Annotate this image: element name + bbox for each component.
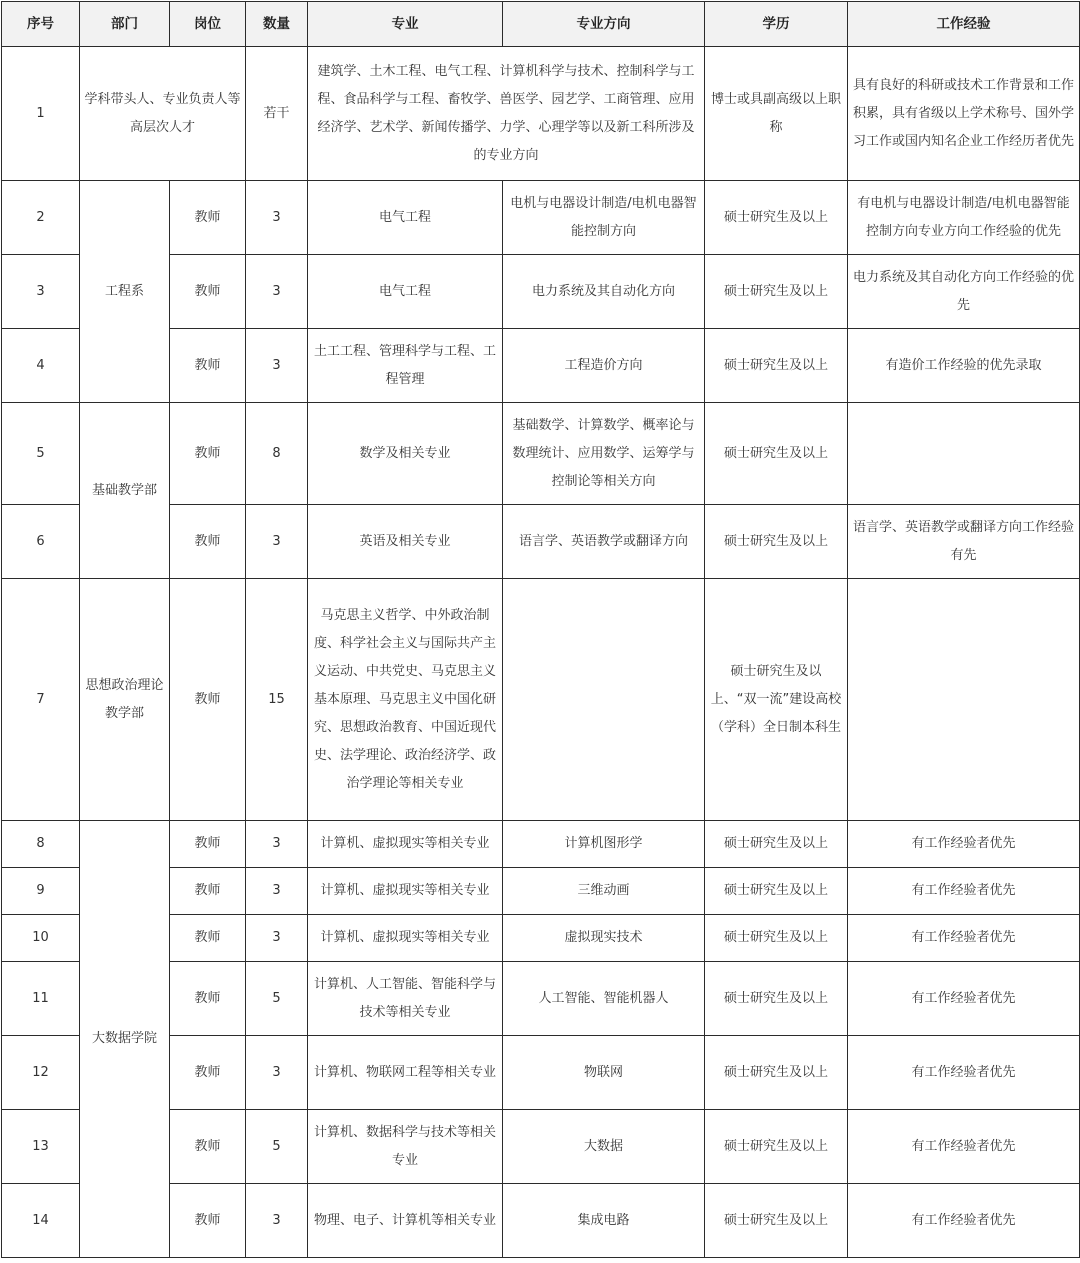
cell-count: 3 <box>246 1184 308 1258</box>
cell-edu: 硕士研究生及以上 <box>705 505 848 579</box>
cell-direction: 虚拟现实技术 <box>503 915 705 962</box>
cell-major: 建筑学、土木工程、电气工程、计算机科学与技术、控制科学与工程、食品科学与工程、畜牧学、兽医学、园艺学、工商管理、应用经济学、艺术学、新闻传播学、力学、心理学等以及新工科所涉及的专业方向 <box>308 47 705 181</box>
cell-major: 马克思主义哲学、中外政治制度、科学社会主义与国际共产主义运动、中共党史、马克思主义基本原理、马克思主义中国化研究、思想政治教育、中国近现代史、法学理论、政治经济学、政治学理论等相关专业 <box>308 579 503 821</box>
cell-dept: 工程系 <box>80 181 170 403</box>
cell-exp <box>848 579 1080 821</box>
cell-edu: 硕士研究生及以上、“双一流”建设高校（学科）全日制本科生 <box>705 579 848 821</box>
cell-edu: 硕士研究生及以上 <box>705 329 848 403</box>
cell-no: 9 <box>2 868 80 915</box>
cell-no: 1 <box>2 47 80 181</box>
table-row <box>2 821 1080 868</box>
cell-no: 13 <box>2 1110 80 1184</box>
cell-post: 教师 <box>170 329 246 403</box>
cell-count: 5 <box>246 1110 308 1184</box>
cell-exp: 有造价工作经验的优先录取 <box>848 329 1080 403</box>
cell-post: 教师 <box>170 579 246 821</box>
cell-exp <box>848 403 1080 505</box>
cell-post: 教师 <box>170 505 246 579</box>
cell-major: 计算机、数据科学与技术等相关专业 <box>308 1110 503 1184</box>
cell-direction: 大数据 <box>503 1110 705 1184</box>
header-row <box>2 2 1080 47</box>
cell-exp: 有工作经验者优先 <box>848 1184 1080 1258</box>
cell-major: 电气工程 <box>308 255 503 329</box>
cell-dept: 大数据学院 <box>80 821 170 1258</box>
cell-post: 教师 <box>170 255 246 329</box>
cell-edu: 硕士研究生及以上 <box>705 915 848 962</box>
header-post: 岗位 <box>170 2 246 47</box>
table-row <box>2 47 1080 181</box>
table-row <box>2 579 1080 821</box>
cell-exp: 有工作经验者优先 <box>848 821 1080 868</box>
cell-no: 12 <box>2 1036 80 1110</box>
cell-direction: 电力系统及其自动化方向 <box>503 255 705 329</box>
cell-major: 英语及相关专业 <box>308 505 503 579</box>
cell-no: 14 <box>2 1184 80 1258</box>
cell-exp: 具有良好的科研或技术工作背景和工作积累，具有省级以上学术称号、国外学习工作或国内知名企业工作经历者优先 <box>848 47 1080 181</box>
cell-major: 计算机、虚拟现实等相关专业 <box>308 915 503 962</box>
cell-count: 8 <box>246 403 308 505</box>
cell-edu: 硕士研究生及以上 <box>705 868 848 915</box>
cell-count: 3 <box>246 181 308 255</box>
cell-no: 8 <box>2 821 80 868</box>
cell-exp: 有工作经验者优先 <box>848 868 1080 915</box>
table-row <box>2 403 1080 505</box>
cell-count: 若干 <box>246 47 308 181</box>
cell-post: 教师 <box>170 1110 246 1184</box>
header-dept: 部门 <box>80 2 170 47</box>
cell-major: 计算机、物联网工程等相关专业 <box>308 1036 503 1110</box>
cell-no: 10 <box>2 915 80 962</box>
cell-direction: 工程造价方向 <box>503 329 705 403</box>
cell-direction: 三维动画 <box>503 868 705 915</box>
cell-exp: 有工作经验者优先 <box>848 915 1080 962</box>
cell-post: 教师 <box>170 915 246 962</box>
cell-count: 3 <box>246 329 308 403</box>
recruitment-table <box>1 1 1080 1258</box>
cell-direction: 电机与电器设计制造/电机电器智能控制方向 <box>503 181 705 255</box>
cell-no: 4 <box>2 329 80 403</box>
header-no: 序号 <box>2 2 80 47</box>
cell-edu: 硕士研究生及以上 <box>705 962 848 1036</box>
table-row <box>2 181 1080 255</box>
cell-no: 11 <box>2 962 80 1036</box>
cell-post: 教师 <box>170 403 246 505</box>
cell-post: 教师 <box>170 181 246 255</box>
cell-no: 6 <box>2 505 80 579</box>
cell-edu: 硕士研究生及以上 <box>705 181 848 255</box>
cell-direction: 基础数学、计算数学、概率论与数理统计、应用数学、运筹学与控制论等相关方向 <box>503 403 705 505</box>
cell-dept: 基础教学部 <box>80 403 170 579</box>
cell-post: 教师 <box>170 821 246 868</box>
cell-major: 数学及相关专业 <box>308 403 503 505</box>
cell-count: 3 <box>246 868 308 915</box>
cell-major: 物理、电子、计算机等相关专业 <box>308 1184 503 1258</box>
cell-exp: 电力系统及其自动化方向工作经验的优先 <box>848 255 1080 329</box>
cell-no: 5 <box>2 403 80 505</box>
cell-count: 3 <box>246 505 308 579</box>
cell-exp: 有工作经验者优先 <box>848 1110 1080 1184</box>
cell-edu: 博士或具副高级以上职称 <box>705 47 848 181</box>
cell-major: 计算机、人工智能、智能科学与技术等相关专业 <box>308 962 503 1036</box>
cell-exp: 有工作经验者优先 <box>848 1036 1080 1110</box>
cell-direction: 物联网 <box>503 1036 705 1110</box>
cell-major: 土工工程、管理科学与工程、工程管理 <box>308 329 503 403</box>
cell-exp: 有工作经验者优先 <box>848 962 1080 1036</box>
cell-count: 3 <box>246 821 308 868</box>
cell-edu: 硕士研究生及以上 <box>705 1184 848 1258</box>
cell-edu: 硕士研究生及以上 <box>705 1036 848 1110</box>
cell-no: 3 <box>2 255 80 329</box>
cell-dept: 学科带头人、专业负责人等高层次人才 <box>80 47 246 181</box>
cell-direction: 语言学、英语教学或翻译方向 <box>503 505 705 579</box>
cell-count: 3 <box>246 915 308 962</box>
cell-edu: 硕士研究生及以上 <box>705 1110 848 1184</box>
cell-direction: 人工智能、智能机器人 <box>503 962 705 1036</box>
header-exp: 工作经验 <box>848 2 1080 47</box>
cell-major: 电气工程 <box>308 181 503 255</box>
cell-direction: 集成电路 <box>503 1184 705 1258</box>
cell-major: 计算机、虚拟现实等相关专业 <box>308 868 503 915</box>
cell-count: 3 <box>246 1036 308 1110</box>
header-direction: 专业方向 <box>503 2 705 47</box>
cell-edu: 硕士研究生及以上 <box>705 821 848 868</box>
cell-post: 教师 <box>170 962 246 1036</box>
cell-direction <box>503 579 705 821</box>
header-edu: 学历 <box>705 2 848 47</box>
cell-count: 3 <box>246 255 308 329</box>
cell-post: 教师 <box>170 1036 246 1110</box>
cell-edu: 硕士研究生及以上 <box>705 255 848 329</box>
cell-count: 15 <box>246 579 308 821</box>
cell-post: 教师 <box>170 868 246 915</box>
cell-no: 2 <box>2 181 80 255</box>
cell-major: 计算机、虚拟现实等相关专业 <box>308 821 503 868</box>
cell-exp: 语言学、英语教学或翻译方向工作经验有先 <box>848 505 1080 579</box>
cell-count: 5 <box>246 962 308 1036</box>
cell-direction: 计算机图形学 <box>503 821 705 868</box>
cell-exp: 有电机与电器设计制造/电机电器智能控制方向专业方向工作经验的优先 <box>848 181 1080 255</box>
cell-no: 7 <box>2 579 80 821</box>
cell-dept: 思想政治理论教学部 <box>80 579 170 821</box>
header-count: 数量 <box>246 2 308 47</box>
cell-post: 教师 <box>170 1184 246 1258</box>
cell-edu: 硕士研究生及以上 <box>705 403 848 505</box>
header-major: 专业 <box>308 2 503 47</box>
